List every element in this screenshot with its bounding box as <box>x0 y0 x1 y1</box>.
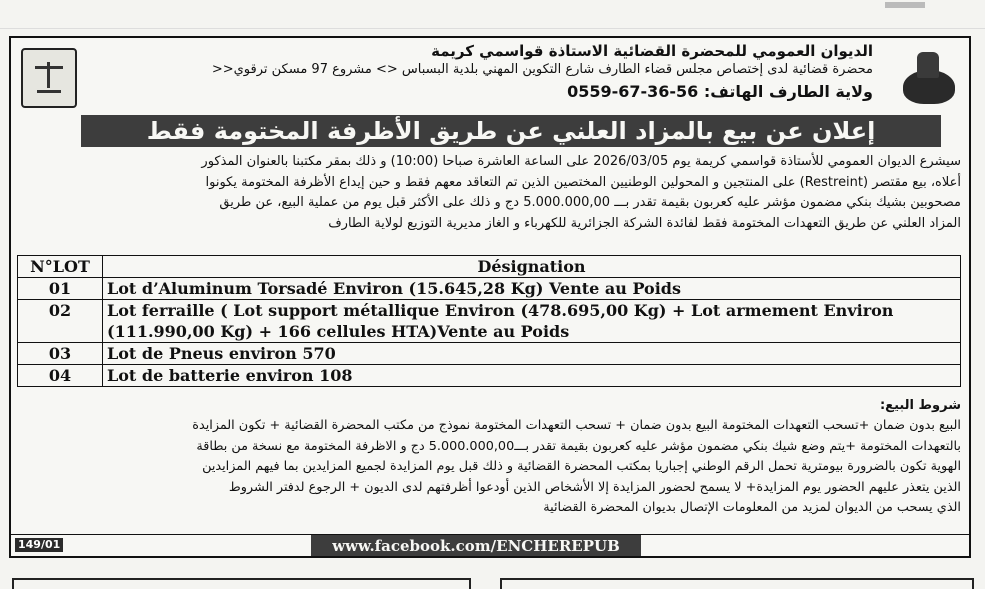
lot-number: 03 <box>18 343 103 365</box>
conditions-title: شروط البيع: <box>879 398 961 413</box>
intro-line: أعلاه، بيع مقتصر (Restreint) على المنتجين و المحولين الوطنيين المختصين الذين تم التعاقد معهم فقط و حين إيداع الأظرفة المختومة يكونوا <box>205 174 961 190</box>
intro-paragraph <box>17 152 961 234</box>
conditions-line: الذين يتعذر عليهم الحضور يوم المزايدة+ لا يسمح لحضور المزايدة إلا الأشخاص الذين أودعوا أظرفتهم لدى الديون + الرجوع لدفتر الشروط <box>228 479 961 495</box>
facebook-link[interactable]: www.facebook.com/ENCHEREPUB <box>311 535 641 557</box>
table-row <box>18 300 961 343</box>
office-phone: ولاية الطارف الهاتف: 56-36-67-0559 <box>567 82 873 101</box>
conditions-line: البيع بدون ضمان +تسحب التعهدات المختومة البيع بدون ضمان + تسحب التعهدات المختومة نموذج من مكتب المحضرة القضائية + تكون المزايدة <box>192 418 961 434</box>
table-row <box>18 365 961 387</box>
sale-conditions <box>17 396 961 518</box>
intro-line: المزاد العلني عن طريق التعهدات المختومة فقط لفائدة الشركة الجزائرية للكهرباء و الغاز مديرية التوزيع لولاية الطارف <box>328 215 961 231</box>
lot-number: 04 <box>18 365 103 387</box>
lot-designation: Lot d’Aluminum Torsadé Environ (15.645,28 Kg) Vente au Poids <box>103 278 961 300</box>
notice-header <box>11 38 969 112</box>
office-name: الديوان العمومي للمحضرة القضائية الاستاذة قواسمي كريمة <box>431 42 873 60</box>
conditions-line: الذي يسحب من الديوان لمزيد من المعلومات الإتصال بديوان المحضرة القضائية <box>543 499 961 515</box>
top-mark <box>885 2 925 8</box>
next-box-right <box>500 578 974 589</box>
lots-table <box>17 255 961 387</box>
notice-footer <box>11 534 969 557</box>
office-address: محضرة قضائية لدى إختصاص مجلس قضاء الطارف شارع التكوين المهني بلدية البسباس <> مشروع 97 مسكن ترقوي<< <box>211 62 873 77</box>
reference-number: 149/01 <box>15 538 63 552</box>
page-top-strip <box>0 0 985 29</box>
next-box-left <box>12 578 471 589</box>
justice-scale-emblem-icon <box>21 48 77 108</box>
notice-box <box>9 36 971 558</box>
lot-designation: Lot de Pneus environ 570 <box>103 343 961 365</box>
table-row <box>18 343 961 365</box>
page-bottom-strip <box>0 560 985 587</box>
header-lot: N°LOT <box>18 256 103 278</box>
lot-designation: Lot de batterie environ 108 <box>103 365 961 387</box>
bailiff-seal-icon <box>897 46 959 108</box>
table-header-row <box>18 256 961 278</box>
lot-designation: Lot ferraille ( Lot support métallique Environ (478.695,00 Kg) + Lot armement Environ (111.990,00 Kg) + 166 cellules HTA)Vente au Poids <box>103 300 961 343</box>
header-designation: Désignation <box>103 256 961 278</box>
conditions-line: الهوية تكون بالضرورة بيومترية تحمل الرقم الوطني إجباريا بمكتب المحضرة القضائية و ذلك قبل يوم المزايدة لجميع المزايدين بما فيهم المزايدين <box>202 459 961 475</box>
table-row <box>18 278 961 300</box>
intro-line: مصحوبين بشيك بنكي مضمون مؤشر عليه كعربون بقيمة تقدر بـــ 5.000.000,00 دج و ذلك على الأكثر قبل يوم من عملية البيع، عن طريق <box>219 195 961 210</box>
notice-title-banner: إعلان عن بيع بالمزاد العلني عن طريق الأظرفة المختومة فقط <box>81 115 941 147</box>
lot-number: 02 <box>18 300 103 343</box>
conditions-line: بالتعهدات المختومة +يتم وضع شيك بنكي مضمون مؤشر عليه كعربون بقيمة تقدر بـــ5.000.000,00 دج و الاظرفة المختومة مع نسخة من بطاقة <box>196 438 961 454</box>
intro-line: سيشرع الديوان العمومي للأستاذة قواسمي كريمة يوم 2026/03/05 على الساعة العاشرة صباحا (10:00) و ذلك بمقر مكتبنا بالعنوان المذكور <box>201 154 961 169</box>
lot-number: 01 <box>18 278 103 300</box>
